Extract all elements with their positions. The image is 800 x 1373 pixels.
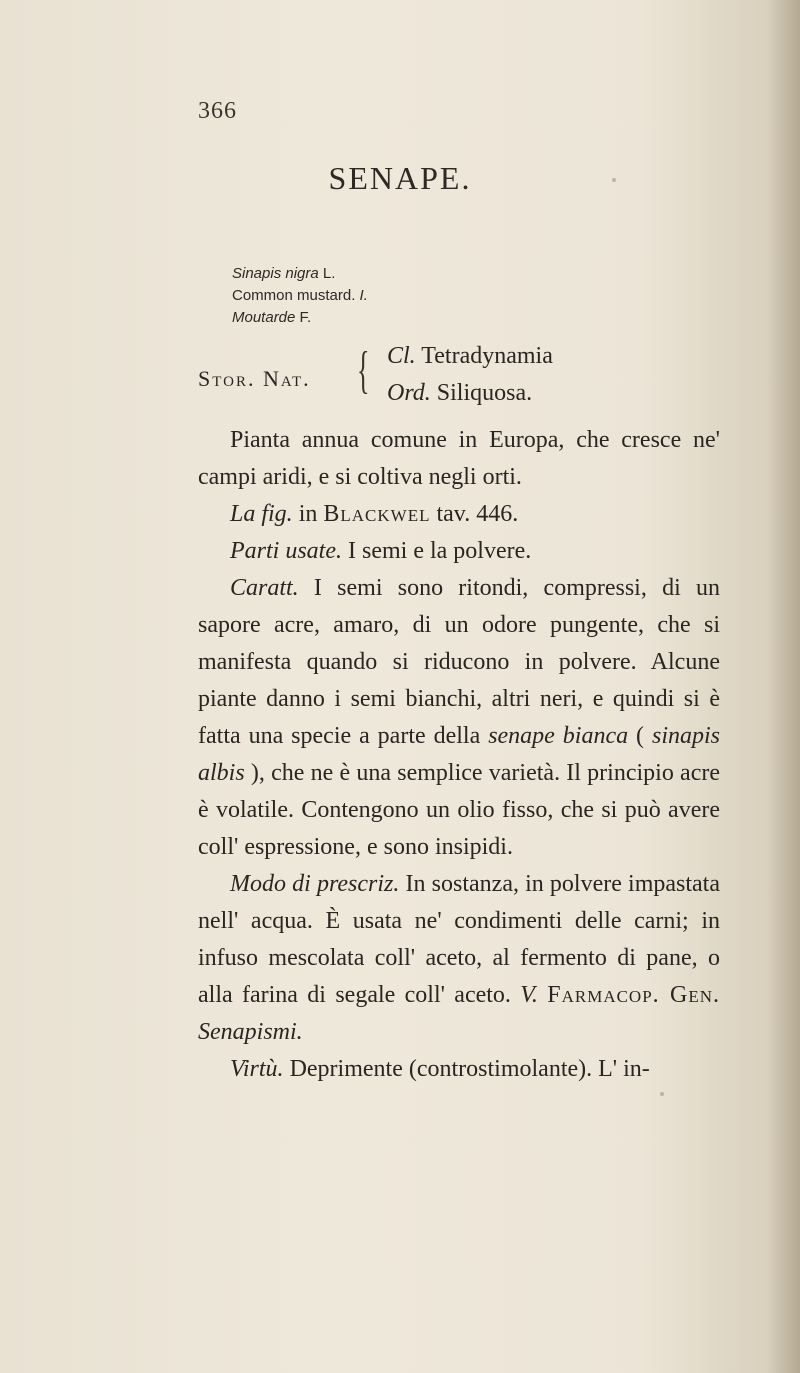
text-run: I semi e la polvere. <box>342 538 532 564</box>
synonym-language: F. <box>299 309 312 326</box>
text-run: Deprimente (controstimolante). L' in- <box>283 1056 650 1082</box>
synonym-english <box>232 285 368 307</box>
classification-label: Stor. Nat. <box>198 366 311 391</box>
text-run: ), che ne è una semplice varietà. Il principio acre è volatile. Contengono un olio fisso, che si può avere coll' espressione, e sono insipidi. <box>198 760 720 860</box>
reference-marker: V. <box>520 982 538 1008</box>
text-run: tav. 446. <box>430 501 519 527</box>
paragraph-virtues <box>198 1051 720 1088</box>
order-abbr: Ord. <box>387 380 431 406</box>
section-label: Virtù. <box>230 1056 284 1082</box>
text-run: ( <box>628 723 652 749</box>
synonym-french <box>232 307 368 329</box>
order-value: Siliquosa. <box>436 380 533 406</box>
italic-term: senape bianca <box>488 723 629 749</box>
section-label: Caratt. <box>230 575 299 601</box>
section-label: Modo di prescriz. <box>230 871 400 897</box>
paragraph-parts-used <box>198 533 720 570</box>
entry-body <box>198 422 720 1088</box>
paragraph-description: Pianta annua comune in Europa, che cresce ne' campi aridi, e si coltiva negli orti. <box>198 427 720 490</box>
ink-speck <box>612 178 616 182</box>
synonym-list <box>232 263 368 329</box>
brace-glyph: { <box>357 342 370 399</box>
reference-source: Farmacop. Gen. <box>547 982 721 1008</box>
synonym-language: L. <box>322 265 336 282</box>
synonym-name: Moutarde <box>232 309 296 326</box>
italic-term: Senapismi. <box>198 1019 303 1045</box>
text-run: in <box>292 501 324 527</box>
italic-term: sinapis albis <box>198 723 721 786</box>
synonym-language: I. <box>359 287 368 304</box>
synonym-name: Common mustard. <box>232 287 356 304</box>
paragraph-figure <box>198 496 720 533</box>
paragraph-characters <box>198 570 720 866</box>
paragraph-prescription <box>198 866 720 1051</box>
entry-title: SENAPE. <box>328 160 472 196</box>
class-line <box>387 343 553 370</box>
synonym-name: Sinapis nigra <box>232 265 319 282</box>
class-abbr: Cl. <box>387 343 416 369</box>
order-line <box>387 380 532 407</box>
class-value: Tetradynamia <box>421 343 553 369</box>
section-label: Parti usate. <box>230 538 342 564</box>
author-name: Blackwel <box>323 501 431 527</box>
text-run: I semi sono ritondi, compressi, di un sapore acre, amaro, di un odore pungente, che si manifesta quando si riducono in polvere. Alcune piante danno i semi bianchi, altri neri, e quindi si è fatta una specie a parte della <box>198 575 720 749</box>
section-label: La fig. <box>230 501 293 527</box>
page-edge-shadow <box>766 0 800 1373</box>
ink-speck <box>660 1092 664 1096</box>
synonym-latin <box>232 263 368 285</box>
page-number: 366 <box>198 98 237 124</box>
text-run: In sostanza, in polvere impastata nell' acqua. È usata ne' condimenti delle carni; in infuso mescolata coll' aceto, al fermento di pane, o alla farina di segale coll' aceto. <box>198 871 720 1008</box>
